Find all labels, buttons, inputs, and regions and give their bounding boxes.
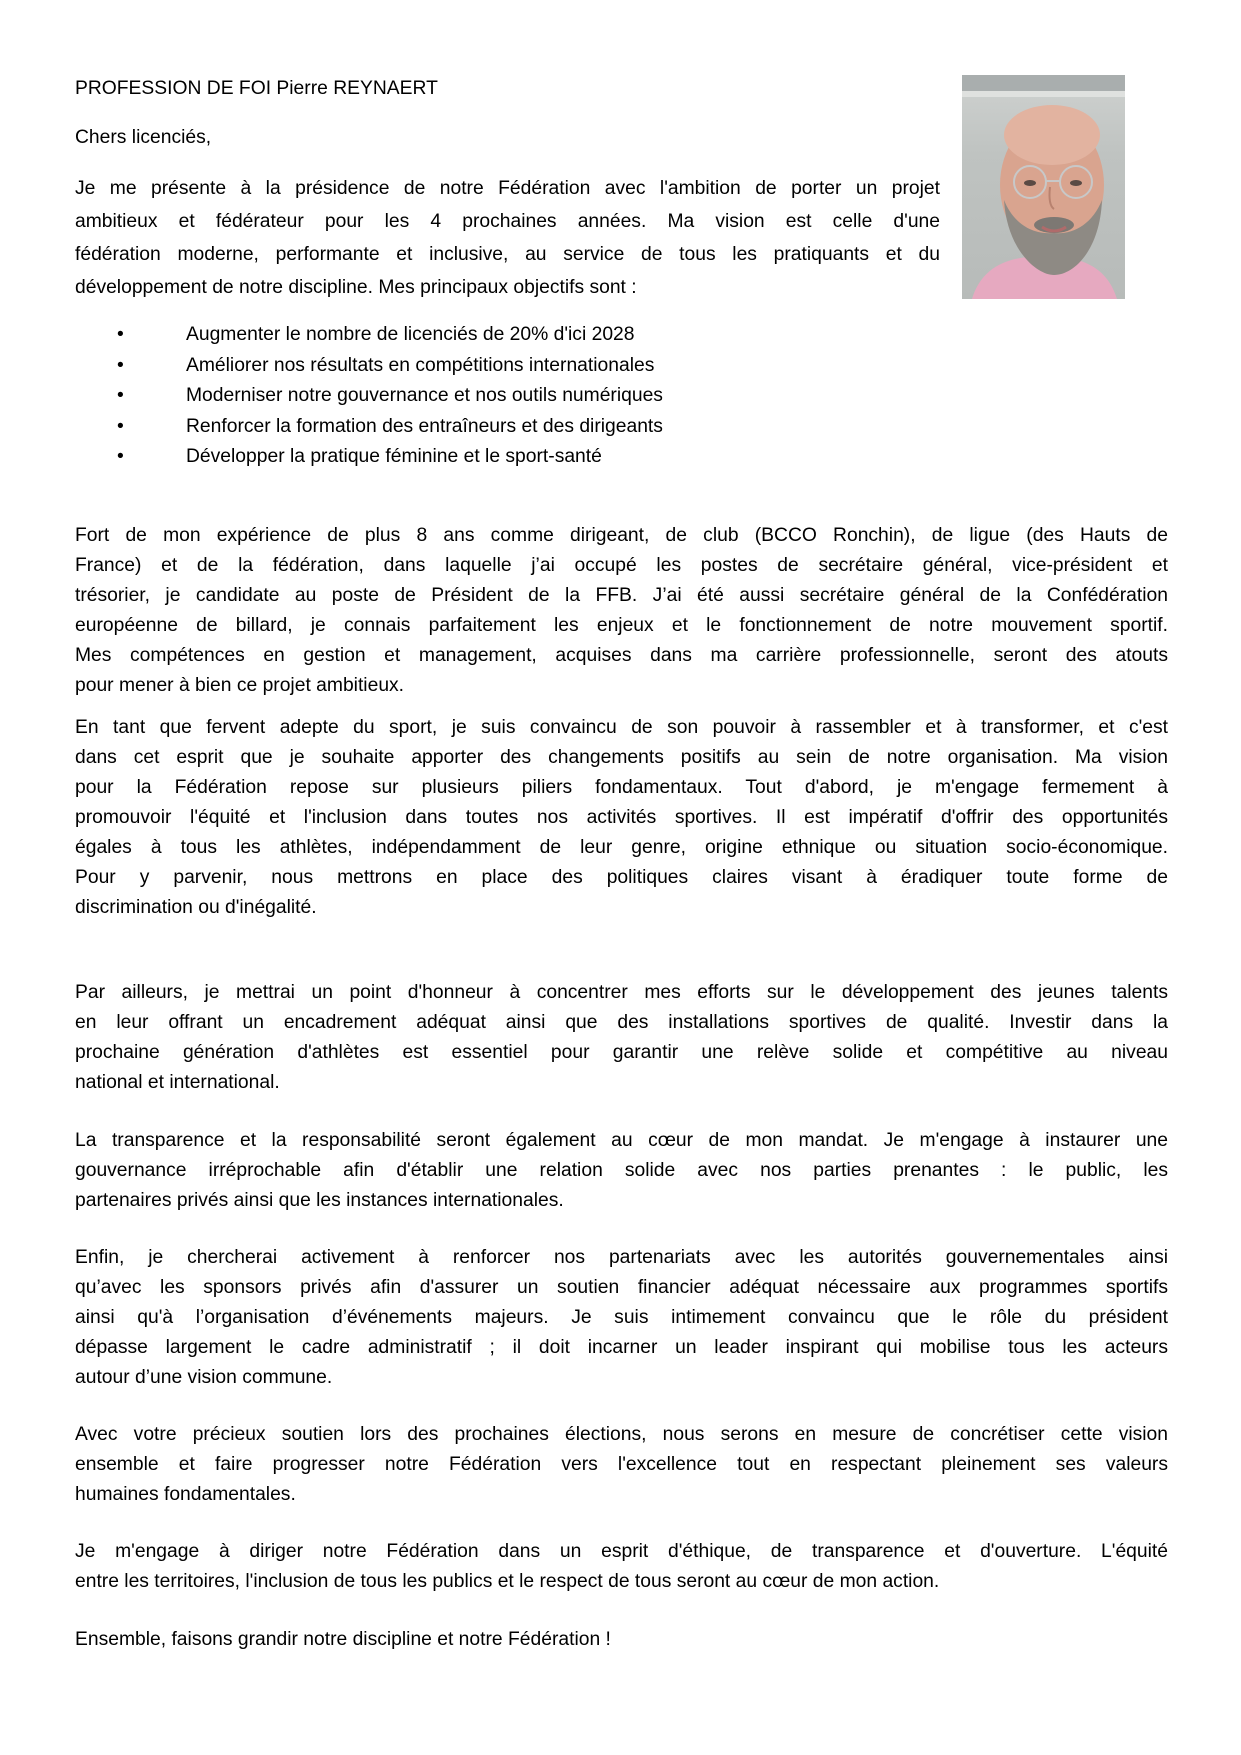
text-line: En tant que fervent adepte du sport, je suis convaincu de son pouvoir à rassembler et à transformer, et c'est: [75, 717, 1168, 738]
objective-text: Moderniser notre gouvernance et nos outils numériques: [186, 385, 663, 406]
list-item: [75, 442, 875, 473]
text-line: dans cet esprit que je souhaite apporter des changements positifs au sein de notre organisation. Ma vision: [75, 747, 1168, 768]
objective-text: Développer la pratique féminine et le sport-santé: [186, 446, 602, 467]
bullet-icon: •: [117, 324, 124, 345]
text-line: Je m'engage à diriger notre Fédération dans un esprit d'éthique, de transparence et d'ouverture. L'équité: [75, 1541, 1168, 1562]
bullet-icon: •: [117, 446, 124, 467]
text-line: autour d’une vision commune.: [75, 1367, 333, 1388]
text-line: pour mener à bien ce projet ambitieux.: [75, 675, 405, 696]
text-line: fédération moderne, performante et inclusive, au service de tous les pratiquants et du: [75, 244, 940, 265]
bullet-icon: •: [117, 354, 124, 376]
paragraph-experience: [75, 521, 1168, 701]
closing-line: Ensemble, faisons grandir notre discipline et notre Fédération !: [75, 1629, 611, 1650]
text-line: ensemble et faire progresser notre Fédération vers l'excellence tout en respectant pleinement ses valeurs: [75, 1454, 1168, 1475]
text-line: Pour y parvenir, nous mettrons en place des politiques claires visant à éradiquer toute forme de: [75, 867, 1168, 888]
text-line: partenaires privés ainsi que les instances internationales.: [75, 1190, 564, 1211]
text-line: Je me présente à la présidence de notre Fédération avec l'ambition de porter un projet: [75, 178, 940, 199]
text-line: qu’avec les sponsors privés afin d'assurer un soutien financier adéquat nécessaire aux programmes sportifs: [75, 1277, 1168, 1298]
text-line: trésorier, je candidate au poste de Président de la FFB. J’ai été aussi secrétaire général de la Confédération: [75, 585, 1168, 606]
intro-paragraph: [75, 172, 940, 304]
text-line: pour la Fédération repose sur plusieurs piliers fondamentaux. Tout d'abord, je m'engage fermement à: [75, 777, 1168, 798]
candidate-portrait-photo: [962, 75, 1125, 299]
text-line: en leur offrant un encadrement adéquat ainsi que des installations sportives de qualité. Investir dans la: [75, 1012, 1168, 1033]
objective-text: Améliorer nos résultats en compétitions internationales: [186, 354, 655, 376]
portrait-illustration-icon: [962, 75, 1125, 299]
text-line: prochaine génération d'athlètes est essentiel pour garantir une relève solide et compétitive au niveau: [75, 1042, 1168, 1063]
text-line: Avec votre précieux soutien lors des prochaines élections, nous serons en mesure de concrétiser cette vision: [75, 1424, 1168, 1445]
bullet-icon: •: [117, 385, 124, 406]
text-line: Mes compétences en gestion et management, acquises dans ma carrière professionnelle, seront des atouts: [75, 645, 1168, 666]
objectives-list: [75, 320, 875, 473]
text-line: national et international.: [75, 1072, 280, 1093]
text-line: développement de notre discipline. Mes principaux objectifs sont :: [75, 277, 637, 298]
list-item: [75, 320, 875, 351]
text-line: discrimination ou d'inégalité.: [75, 897, 317, 918]
text-line: ambitieux et fédérateur pour les 4 prochaines années. Ma vision est celle d'une: [75, 211, 940, 232]
paragraph-ethics: [75, 1537, 1168, 1597]
bullet-icon: •: [117, 415, 124, 437]
paragraph-support: [75, 1420, 1168, 1510]
paragraph-partnerships: [75, 1243, 1168, 1393]
list-item: [75, 381, 875, 412]
paragraph-vision: [75, 713, 1168, 923]
text-line: égales à tous les athlètes, indépendamment de leur genre, origine ethnique ou situation socio-économique.: [75, 837, 1168, 858]
text-line: Enfin, je chercherai activement à renforcer nos partenariats avec les autorités gouvernementales ainsi: [75, 1247, 1168, 1268]
text-line: ainsi qu'à l’organisation d’événements majeurs. Je suis intimement convaincu que le rôle du président: [75, 1307, 1168, 1328]
document-title: PROFESSION DE FOI Pierre REYNAERT: [75, 78, 438, 99]
text-line: gouvernance irréprochable afin d'établir une relation solide avec nos parties prenantes : le public, les: [75, 1160, 1168, 1181]
text-line: promouvoir l'équité et l'inclusion dans toutes nos activités sportives. Il est impératif d'offrir des opportunités: [75, 807, 1168, 828]
list-item: [75, 412, 875, 443]
text-line: Fort de mon expérience de plus 8 ans comme dirigeant, de club (BCCO Ronchin), de ligue (des Hauts de: [75, 525, 1168, 546]
greeting: Chers licenciés,: [75, 127, 212, 148]
objective-text: Augmenter le nombre de licenciés de 20% d'ici 2028: [186, 324, 635, 345]
paragraph-transparency: [75, 1126, 1168, 1216]
paragraph-closing: [75, 1625, 1168, 1655]
objective-text: Renforcer la formation des entraîneurs et des dirigeants: [186, 415, 663, 437]
text-line: entre les territoires, l'inclusion de tous les publics et le respect de tous seront au cœur de mon action.: [75, 1571, 940, 1592]
paragraph-youth: [75, 978, 1168, 1098]
text-line: Par ailleurs, je mettrai un point d'honneur à concentrer mes efforts sur le développement des jeunes talents: [75, 982, 1168, 1003]
text-line: européenne de billard, je connais parfaitement les enjeux et le fonctionnement de notre mouvement sportif.: [75, 615, 1168, 636]
list-item: [75, 351, 875, 382]
text-line: humaines fondamentales.: [75, 1484, 296, 1505]
text-line: dépasse largement le cadre administratif ; il doit incarner un leader inspirant qui mobilise tous les acteurs: [75, 1337, 1168, 1358]
text-line: La transparence et la responsabilité seront également au cœur de mon mandat. Je m'engage à instaurer une: [75, 1130, 1168, 1151]
text-line: France) et de la fédération, dans laquelle j’ai occupé les postes de secrétaire général, vice-président et: [75, 555, 1168, 576]
